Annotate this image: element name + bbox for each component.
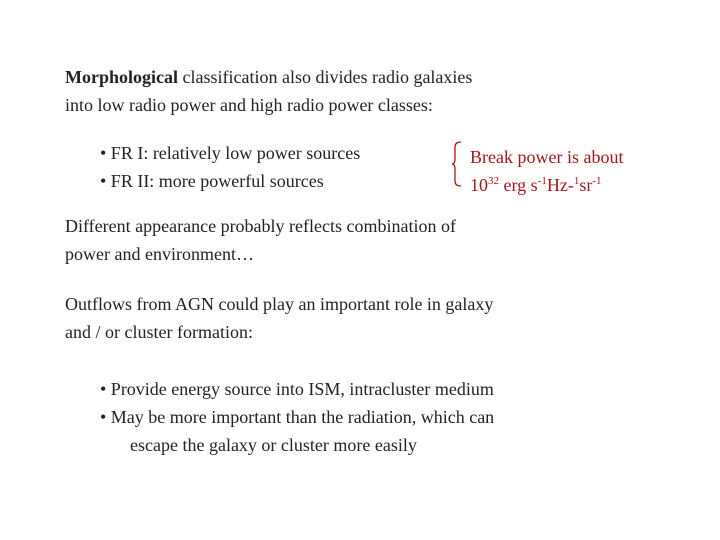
break-unit-hz: Hz-	[546, 175, 574, 195]
agn-bullet-list	[100, 375, 494, 459]
brace-icon	[451, 141, 465, 187]
appearance-paragraph	[65, 212, 585, 268]
break-exp3: 1	[573, 175, 580, 187]
fr2-bullet: • FR II: more powerful sources	[100, 171, 324, 191]
outflows-line1: Outflows from AGN could play an important role in galaxy	[65, 294, 494, 314]
outflows-line2: and / or cluster formation:	[65, 322, 253, 342]
break-power-note	[470, 143, 623, 199]
agn-bullet-2	[100, 403, 494, 459]
fr-bullet-list	[100, 139, 360, 195]
intro-bold-word: Morphological	[65, 67, 178, 87]
intro-line2: into low radio power and high radio power classes:	[65, 95, 433, 115]
break-unit-erg: erg s	[499, 175, 538, 195]
break-exp2: -1	[537, 175, 547, 187]
break-exp4: -1	[592, 175, 602, 187]
outflows-paragraph	[65, 290, 625, 346]
intro-paragraph	[65, 63, 665, 119]
intro-line1-rest: classification also divides radio galaxies	[178, 67, 473, 87]
appearance-line1: Different appearance probably reflects combination of	[65, 216, 456, 236]
break-unit-sr: sr	[579, 175, 593, 195]
agn-bullet-1: • Provide energy source into ISM, intracluster medium	[100, 379, 494, 399]
fr1-bullet: • FR I: relatively low power sources	[100, 143, 361, 163]
appearance-line2: power and environment…	[65, 244, 254, 264]
break-base: 10	[470, 175, 488, 195]
break-exp1: 32	[488, 175, 499, 187]
agn-bullet-2-line2: escape the galaxy or cluster more easily	[130, 435, 417, 455]
break-note-line1: Break power is about	[470, 147, 624, 167]
agn-bullet-2-line1: • May be more important than the radiation, which can	[100, 407, 495, 427]
